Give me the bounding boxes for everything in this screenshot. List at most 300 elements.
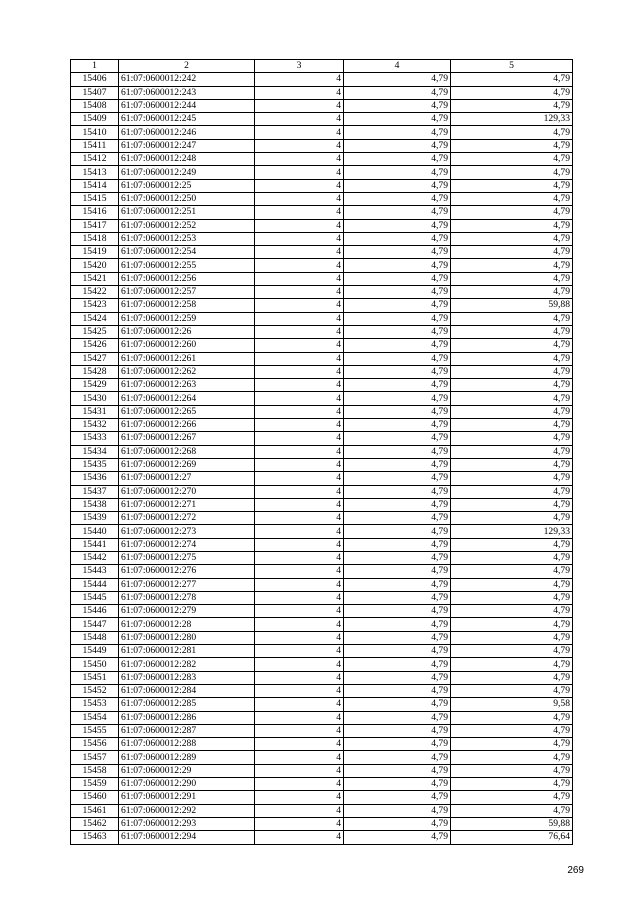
table-cell: 4,79 (344, 764, 451, 777)
column-header: 3 (255, 60, 344, 73)
table-cell: 61:07:0600012:280 (119, 631, 255, 644)
table-cell: 4,79 (451, 392, 573, 405)
table-cell: 4 (255, 764, 344, 777)
table-cell: 4,79 (344, 113, 451, 126)
table-cell: 61:07:0600012:25 (119, 179, 255, 192)
table-row (71, 738, 573, 751)
table-cell: 4,79 (344, 192, 451, 205)
table-cell: 4 (255, 791, 344, 804)
table-cell: 4,79 (344, 512, 451, 525)
table-cell: 15453 (71, 698, 119, 711)
column-header: 4 (344, 60, 451, 73)
table-cell: 61:07:0600012:255 (119, 259, 255, 272)
table-cell: 4,79 (344, 605, 451, 618)
table-cell: 4 (255, 405, 344, 418)
table-cell: 61:07:0600012:252 (119, 219, 255, 232)
table-cell: 129,33 (451, 113, 573, 126)
table-cell: 15455 (71, 724, 119, 737)
table-cell: 59,88 (451, 817, 573, 830)
table-cell: 4,79 (451, 192, 573, 205)
table-cell: 4 (255, 232, 344, 245)
table-cell: 61:07:0600012:286 (119, 711, 255, 724)
table-cell: 4,79 (344, 99, 451, 112)
table-cell: 4,79 (344, 817, 451, 830)
table-cell: 61:07:0600012:253 (119, 232, 255, 245)
table-cell: 4,79 (451, 578, 573, 591)
table-row (71, 325, 573, 338)
table-cell: 4 (255, 472, 344, 485)
table-cell: 4 (255, 684, 344, 697)
table-cell: 61:07:0600012:254 (119, 246, 255, 259)
table-cell: 4,79 (451, 272, 573, 285)
table-cell: 4,79 (344, 286, 451, 299)
table-row (71, 724, 573, 737)
table-cell: 4 (255, 419, 344, 432)
table-cell: 4,79 (451, 219, 573, 232)
table-row (71, 113, 573, 126)
table-cell: 61:07:0600012:275 (119, 551, 255, 564)
table-cell: 15458 (71, 764, 119, 777)
table-row (71, 445, 573, 458)
table-cell: 4,79 (344, 272, 451, 285)
table-cell: 61:07:0600012:29 (119, 764, 255, 777)
table-cell: 61:07:0600012:251 (119, 206, 255, 219)
table-cell: 15461 (71, 804, 119, 817)
table-cell: 15434 (71, 445, 119, 458)
table-cell: 4 (255, 286, 344, 299)
table-cell: 4 (255, 192, 344, 205)
table-cell: 15416 (71, 206, 119, 219)
table-cell: 4,79 (451, 419, 573, 432)
table-cell: 4,79 (344, 339, 451, 352)
table-row (71, 751, 573, 764)
table-cell: 4,79 (344, 445, 451, 458)
table-cell: 15426 (71, 339, 119, 352)
table-cell: 15440 (71, 525, 119, 538)
table-cell: 4,79 (451, 445, 573, 458)
table-cell: 4 (255, 618, 344, 631)
table-cell: 61:07:0600012:28 (119, 618, 255, 631)
table-row (71, 179, 573, 192)
table-cell: 4 (255, 738, 344, 751)
table-cell: 61:07:0600012:274 (119, 538, 255, 551)
table-cell: 4 (255, 99, 344, 112)
table-cell: 61:07:0600012:285 (119, 698, 255, 711)
table-cell: 4 (255, 379, 344, 392)
table-cell: 61:07:0600012:261 (119, 352, 255, 365)
table-cell: 15447 (71, 618, 119, 631)
table-cell: 4,79 (451, 352, 573, 365)
table-cell: 61:07:0600012:243 (119, 86, 255, 99)
table-cell: 61:07:0600012:291 (119, 791, 255, 804)
table-cell: 4,79 (344, 538, 451, 551)
table-cell: 15435 (71, 458, 119, 471)
table-cell: 4,79 (451, 751, 573, 764)
table-row (71, 286, 573, 299)
table-cell: 61:07:0600012:262 (119, 365, 255, 378)
table-cell: 129,33 (451, 525, 573, 538)
table-cell: 4 (255, 352, 344, 365)
table-cell: 4,79 (451, 405, 573, 418)
table-cell: 4,79 (451, 551, 573, 564)
table-cell: 4,79 (451, 325, 573, 338)
table-cell: 15433 (71, 432, 119, 445)
table-row (71, 711, 573, 724)
table-row (71, 272, 573, 285)
table-cell: 4 (255, 538, 344, 551)
table-cell: 4,79 (344, 379, 451, 392)
table-cell: 15417 (71, 219, 119, 232)
table-cell: 4 (255, 512, 344, 525)
table-cell: 61:07:0600012:258 (119, 299, 255, 312)
table-cell: 4,79 (344, 618, 451, 631)
table-cell: 15412 (71, 153, 119, 166)
table-cell: 61:07:0600012:265 (119, 405, 255, 418)
table-cell: 61:07:0600012:287 (119, 724, 255, 737)
table-cell: 4 (255, 551, 344, 564)
table-cell: 15432 (71, 419, 119, 432)
table-cell: 9,58 (451, 698, 573, 711)
table-cell: 4 (255, 272, 344, 285)
table-cell: 4,79 (344, 724, 451, 737)
table-cell: 4,79 (451, 166, 573, 179)
table-cell: 4,79 (344, 325, 451, 338)
table-cell: 4 (255, 153, 344, 166)
table-cell: 4,79 (344, 791, 451, 804)
table-cell: 15430 (71, 392, 119, 405)
table-cell: 15413 (71, 166, 119, 179)
table-cell: 4,79 (344, 751, 451, 764)
table-cell: 15406 (71, 73, 119, 86)
table-cell: 4,79 (451, 206, 573, 219)
table-cell: 4 (255, 445, 344, 458)
table-cell: 15436 (71, 472, 119, 485)
table-row (71, 631, 573, 644)
table-cell: 4,79 (451, 738, 573, 751)
table-cell: 4,79 (344, 432, 451, 445)
table-cell: 61:07:0600012:277 (119, 578, 255, 591)
table-cell: 4,79 (344, 312, 451, 325)
table-row (71, 219, 573, 232)
table-cell: 4,79 (451, 631, 573, 644)
table-cell: 15452 (71, 684, 119, 697)
table-cell: 15421 (71, 272, 119, 285)
table-cell: 4,79 (451, 153, 573, 166)
table-cell: 4,79 (344, 405, 451, 418)
table-row (71, 365, 573, 378)
table-cell: 4,79 (344, 365, 451, 378)
table-row (71, 312, 573, 325)
table-row (71, 658, 573, 671)
table-cell: 4 (255, 565, 344, 578)
table-cell: 4,79 (344, 419, 451, 432)
table-cell: 61:07:0600012:294 (119, 831, 255, 844)
table-cell: 4,79 (344, 831, 451, 844)
table-cell: 4 (255, 113, 344, 126)
table-row (71, 605, 573, 618)
table-cell: 4 (255, 312, 344, 325)
table-row (71, 804, 573, 817)
table-cell: 61:07:0600012:284 (119, 684, 255, 697)
table-cell: 4,79 (344, 711, 451, 724)
table-cell: 61:07:0600012:247 (119, 139, 255, 152)
table-cell: 15445 (71, 591, 119, 604)
table-cell: 61:07:0600012:281 (119, 645, 255, 658)
table-row (71, 339, 573, 352)
table-cell: 61:07:0600012:283 (119, 671, 255, 684)
table-row (71, 645, 573, 658)
table-cell: 4,79 (451, 764, 573, 777)
table-cell: 4,79 (344, 166, 451, 179)
table-row (71, 166, 573, 179)
table-cell: 4,79 (451, 379, 573, 392)
table-cell: 4,79 (451, 512, 573, 525)
table-cell: 4,79 (451, 99, 573, 112)
table-cell: 4,79 (451, 565, 573, 578)
table-cell: 4,79 (344, 86, 451, 99)
table-cell: 4,79 (344, 259, 451, 272)
table-cell: 15411 (71, 139, 119, 152)
table-cell: 4 (255, 525, 344, 538)
table-cell: 4,79 (451, 232, 573, 245)
table-cell: 15454 (71, 711, 119, 724)
table-cell: 15414 (71, 179, 119, 192)
table-cell: 4,79 (451, 179, 573, 192)
table-cell: 61:07:0600012:264 (119, 392, 255, 405)
table-row (71, 498, 573, 511)
table-cell: 4,79 (344, 206, 451, 219)
table-cell: 4,79 (344, 246, 451, 259)
table-row (71, 299, 573, 312)
table-cell: 4,79 (344, 671, 451, 684)
table-row (71, 671, 573, 684)
table-row (71, 73, 573, 86)
table-cell: 4,79 (451, 645, 573, 658)
column-header: 2 (119, 60, 255, 73)
table-cell: 4,79 (344, 458, 451, 471)
table-cell: 4,79 (344, 565, 451, 578)
table-cell: 15438 (71, 498, 119, 511)
table-cell: 4 (255, 698, 344, 711)
table-cell: 4,79 (451, 286, 573, 299)
table-cell: 4,79 (451, 259, 573, 272)
table-cell: 4 (255, 166, 344, 179)
table-cell: 4 (255, 645, 344, 658)
table-cell: 4,79 (344, 645, 451, 658)
table-row (71, 432, 573, 445)
table-cell: 4 (255, 751, 344, 764)
table-cell: 4,79 (344, 219, 451, 232)
table-cell: 61:07:0600012:268 (119, 445, 255, 458)
table-cell: 4 (255, 831, 344, 844)
table-row (71, 698, 573, 711)
table-cell: 4,79 (451, 724, 573, 737)
table-row (71, 379, 573, 392)
table-cell: 15424 (71, 312, 119, 325)
table-row (71, 153, 573, 166)
table-cell: 4,79 (451, 312, 573, 325)
table-cell: 61:07:0600012:267 (119, 432, 255, 445)
table-cell: 4 (255, 711, 344, 724)
table-cell: 4 (255, 605, 344, 618)
table-row (71, 139, 573, 152)
table-cell: 61:07:0600012:288 (119, 738, 255, 751)
table-cell: 15418 (71, 232, 119, 245)
table-row (71, 86, 573, 99)
table-row (71, 791, 573, 804)
table-cell: 4 (255, 458, 344, 471)
table-row (71, 525, 573, 538)
table-cell: 61:07:0600012:289 (119, 751, 255, 764)
table-row (71, 512, 573, 525)
table-cell: 61:07:0600012:279 (119, 605, 255, 618)
table-row (71, 764, 573, 777)
table-cell: 15441 (71, 538, 119, 551)
table-cell: 4 (255, 73, 344, 86)
table-cell: 4,79 (344, 578, 451, 591)
table-cell: 15409 (71, 113, 119, 126)
table-cell: 15410 (71, 126, 119, 139)
table-row (71, 259, 573, 272)
table-cell: 61:07:0600012:290 (119, 778, 255, 791)
table-cell: 4 (255, 206, 344, 219)
table-cell: 15448 (71, 631, 119, 644)
table-cell: 4,79 (344, 591, 451, 604)
table-cell: 4 (255, 591, 344, 604)
table-cell: 4 (255, 804, 344, 817)
table-row (71, 458, 573, 471)
table-cell: 15462 (71, 817, 119, 830)
table-cell: 61:07:0600012:271 (119, 498, 255, 511)
table-cell: 61:07:0600012:270 (119, 485, 255, 498)
table-cell: 4 (255, 139, 344, 152)
table-cell: 4,79 (451, 126, 573, 139)
table-cell: 61:07:0600012:242 (119, 73, 255, 86)
table-cell: 4,79 (451, 73, 573, 86)
table-cell: 61:07:0600012:273 (119, 525, 255, 538)
table-cell: 4,79 (451, 658, 573, 671)
table-cell: 61:07:0600012:259 (119, 312, 255, 325)
table-cell: 61:07:0600012:246 (119, 126, 255, 139)
table-cell: 4,79 (451, 485, 573, 498)
table-cell: 4 (255, 259, 344, 272)
table-row (71, 551, 573, 564)
table-cell: 4,79 (344, 658, 451, 671)
table-cell: 4,79 (344, 778, 451, 791)
table-cell: 4,79 (451, 472, 573, 485)
table-cell: 4 (255, 126, 344, 139)
table-cell: 15423 (71, 299, 119, 312)
table-cell: 15415 (71, 192, 119, 205)
table-cell: 4 (255, 219, 344, 232)
table-cell: 15444 (71, 578, 119, 591)
table-row (71, 817, 573, 830)
table-cell: 76,64 (451, 831, 573, 844)
table-cell: 15408 (71, 99, 119, 112)
table-cell: 61:07:0600012:272 (119, 512, 255, 525)
table-row (71, 778, 573, 791)
table-cell: 61:07:0600012:256 (119, 272, 255, 285)
table-row (71, 591, 573, 604)
table-cell: 15449 (71, 645, 119, 658)
table-cell: 4 (255, 817, 344, 830)
table-row (71, 126, 573, 139)
table-row (71, 831, 573, 844)
table-cell: 61:07:0600012:260 (119, 339, 255, 352)
table-cell: 59,88 (451, 299, 573, 312)
table-row (71, 192, 573, 205)
table-cell: 4,79 (344, 698, 451, 711)
table-cell: 61:07:0600012:266 (119, 419, 255, 432)
table-cell: 15437 (71, 485, 119, 498)
table-cell: 15450 (71, 658, 119, 671)
table-cell: 4,79 (344, 232, 451, 245)
column-header: 1 (71, 60, 119, 73)
table-cell: 4,79 (451, 365, 573, 378)
table-cell: 4,79 (344, 392, 451, 405)
table-cell: 4 (255, 578, 344, 591)
table-cell: 15446 (71, 605, 119, 618)
table-cell: 4 (255, 631, 344, 644)
table-cell: 4,79 (344, 139, 451, 152)
table-cell: 61:07:0600012:293 (119, 817, 255, 830)
table-row (71, 538, 573, 551)
table-cell: 4 (255, 365, 344, 378)
table-cell: 15459 (71, 778, 119, 791)
table-cell: 4,79 (344, 525, 451, 538)
table-cell: 61:07:0600012:26 (119, 325, 255, 338)
table-row (71, 419, 573, 432)
table-cell: 4,79 (451, 605, 573, 618)
table-cell: 4,79 (451, 591, 573, 604)
table-cell: 4 (255, 778, 344, 791)
table-cell: 15442 (71, 551, 119, 564)
table-cell: 4,79 (451, 538, 573, 551)
table-cell: 15422 (71, 286, 119, 299)
table-cell: 4,79 (451, 498, 573, 511)
table-row (71, 405, 573, 418)
table-cell: 61:07:0600012:276 (119, 565, 255, 578)
table-cell: 4,79 (344, 738, 451, 751)
table-cell: 15431 (71, 405, 119, 418)
table-cell: 4,79 (451, 804, 573, 817)
table-cell: 15439 (71, 512, 119, 525)
table-cell: 61:07:0600012:27 (119, 472, 255, 485)
table-cell: 4,79 (451, 671, 573, 684)
table-cell: 15443 (71, 565, 119, 578)
table-cell: 61:07:0600012:269 (119, 458, 255, 471)
table-row (71, 684, 573, 697)
table-cell: 61:07:0600012:263 (119, 379, 255, 392)
table-row (71, 392, 573, 405)
table-cell: 61:07:0600012:244 (119, 99, 255, 112)
table-cell: 4 (255, 246, 344, 259)
table-cell: 4,79 (451, 791, 573, 804)
table-cell: 4,79 (344, 472, 451, 485)
table-row (71, 578, 573, 591)
table-cell: 61:07:0600012:292 (119, 804, 255, 817)
table-row (71, 618, 573, 631)
table-cell: 4,79 (451, 711, 573, 724)
table-row (71, 99, 573, 112)
table-cell: 4,79 (451, 684, 573, 697)
data-table (70, 59, 573, 845)
table-cell: 4 (255, 86, 344, 99)
table-cell: 15428 (71, 365, 119, 378)
table-cell: 15420 (71, 259, 119, 272)
table-cell: 4,79 (344, 299, 451, 312)
table-cell: 4 (255, 392, 344, 405)
